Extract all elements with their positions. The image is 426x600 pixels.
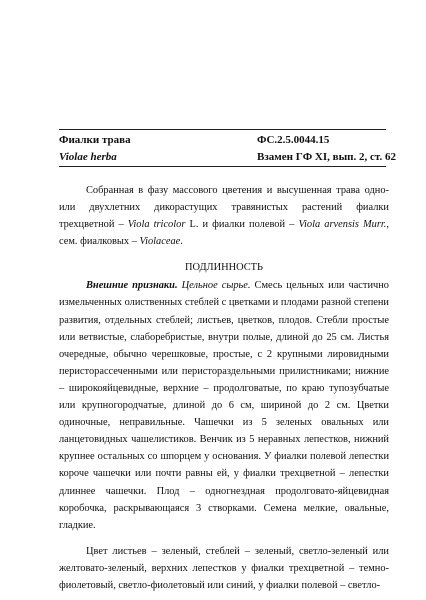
intro-text-3: , сем. фиалковых – — [59, 219, 390, 248]
whole-raw-material-label: Цельное сырье. — [181, 280, 251, 292]
color-text: Цвет листьев – зеленый, стеблей – зеленый, светло-зеленый или желтовато-зеленый, верхних лепестков у фиалки трехцветной – темно-фиолетовый, светло-фиолетовый или синий, у фиалки полевой – светло- — [59, 545, 389, 591]
document-body — [59, 182, 389, 594]
latin-violaceae: Violaceae — [139, 236, 181, 248]
monograph-title-ru: Фиалки трава — [59, 134, 131, 146]
external-features-label: Внешние признаки. — [86, 280, 178, 292]
intro-text-2: L. и фиалки полевой – — [185, 219, 299, 231]
intro-paragraph — [59, 182, 389, 250]
external-features-text: Смесь цельных или частично измельченных олиственных стеблей с цветками и плодами разной степени развития, отдельных стеблей; листьев, цветков, плодов. Стебли простые или ветвистые, слаборебристые, внутри полые, длиной до 25 см. Листья очередные, обычно черешковые, простые, с 2 крупными лировидными перисторассеченными или перистораздельными прилистниками; нижние – широкояйцевидные, верхние – продолговатые, по краю тупозубчатые или крупногородчатые, длиной до 6 см, шириной до 2 см. Цветки одиночные, неправильные. Чашечки из 5 зеленых овальных или ланцетовидных чашелистиков. Венчик из 5 неравных лепестков, нижний крупнее остальных со шпорцем у основания. У фиалки полевой лепестки короче чашечки или почти равны ей, у фиалки трехцветной – лепестки длиннее чашечки. Плод – одногнездная продолговато-яйцевидная коробочка, раскрывающаяся 3 створками. Семена мелкие, овальные, гладкие. — [59, 280, 389, 531]
header-top-rule — [59, 129, 386, 130]
intro-text-1: Собранная в фазу массового цветения и высушенная трава одно- или двухлетних дикорастущих травянистых растений фиалки трехцветной – — [59, 185, 389, 231]
replaces-note: Взамен ГФ XI, вып. 2, ст. 62 — [257, 151, 396, 163]
monograph-title-latin: Violae herba — [59, 151, 117, 163]
header-bottom-rule — [59, 166, 386, 167]
section-title-authenticity: ПОДЛИННОСТЬ — [184, 262, 263, 274]
color-paragraph — [59, 543, 389, 594]
external-features-paragraph — [59, 277, 389, 533]
monograph-code: ФС.2.5.0044.15 — [257, 134, 330, 146]
latin-viola-arvensis: Viola arvensis Murr. — [298, 219, 387, 231]
latin-viola-tricolor: Viola tricolor — [127, 219, 186, 231]
intro-text-4: . — [180, 236, 183, 248]
